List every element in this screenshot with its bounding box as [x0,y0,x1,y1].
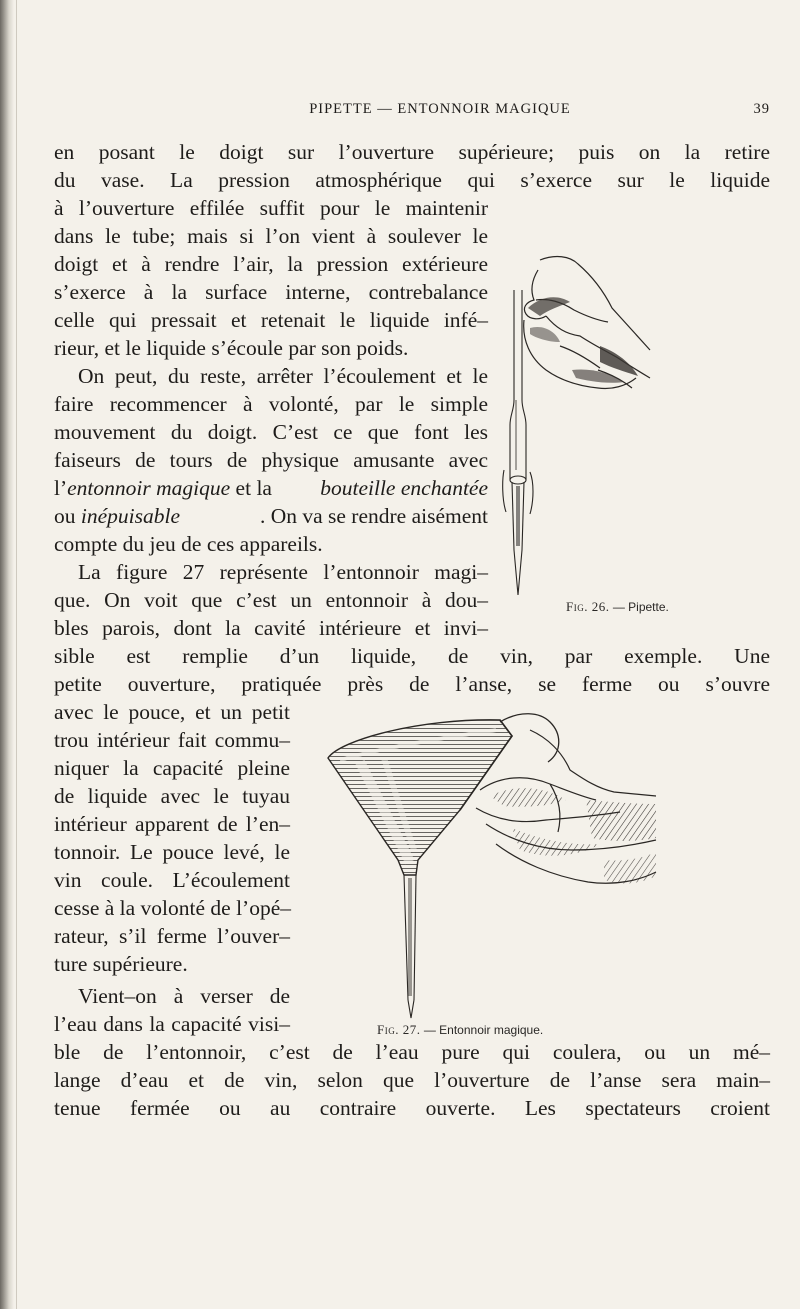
fig27-caption [377,1022,543,1038]
page-binding-line [16,0,17,1309]
text-line: du vase. La pression atmosphérique qui s’exerce sur le liquide [54,168,770,192]
fig27-text: — Entonnoir magique. [423,1023,544,1037]
fig27-label: Fig. 27. [377,1022,421,1037]
text-line: rieur, et le liquide s’écoule par son poids. [54,336,409,360]
text-line: celle qui pressait et retenait le liquide infé– [54,308,488,332]
text-line: de liquide avec le tuyau [54,784,290,808]
text-line: mouvement du doigt. C’est ce que font les [54,420,488,444]
fig26-text: — Pipette. [612,600,669,614]
text-run: . On va se rendre aisément [259,504,488,528]
text-line: trou intérieur fait commu– [54,728,290,752]
text-line: doigt et à rendre l’air, la pression extérieure [54,252,488,276]
text-line: que. On voit que c’est un entonnoir à dou– [54,588,488,612]
pipette-with-hand-illustration [500,250,660,620]
text-line: bles parois, dont la cavité intérieure et invi– [54,616,488,640]
text-run: et la [230,476,272,500]
text-line: faire recommencer à volonté, par le simple [54,392,488,416]
text-line: en posant le doigt sur l’ouverture supérieure; puis on la retire [54,140,770,164]
text-line: Vient–on à verser de [78,984,290,1008]
text-line: faiseurs de tours de physique amusante avec [54,448,488,472]
text-line: dans le tube; mais si l’on vient à soulever le [54,224,488,248]
page-binding-edge [0,0,14,1309]
text-line: petite ouverture, pratiquée près de l’anse, se ferme ou s’ouvre [54,672,770,696]
running-head: PIPETTE — ENTONNOIR MAGIQUE [309,101,571,117]
fig26-caption [566,599,669,615]
text-line: sible est remplie d’un liquide, de vin, par exemple. Une [54,644,770,668]
text-line: à l’ouverture effilée suffit pour le maintenir [54,196,488,220]
text-line: La figure 27 représente l’entonnoir magi– [78,560,488,584]
text-line: rateur, s’il ferme l’ouver– [54,924,290,948]
text-line: lange d’eau et de vin, selon que l’ouverture de l’anse sera main– [54,1068,770,1092]
text-line: ture supérieure. [54,952,188,976]
text-line: avec le pouce, et un petit [54,700,290,724]
italic-run: entonnoir magique [67,476,231,500]
text-run: ou [54,504,81,528]
page-number: 39 [753,101,770,117]
text-line: niquer la capacité pleine [54,756,290,780]
italic-run: bouteille enchantée [320,476,488,500]
page-header [110,101,770,121]
text-line: tenue fermée ou au contraire ouverte. Les spectateurs croient [54,1096,770,1120]
text-line: ble de l’entonnoir, c’est de l’eau pure qui coulera, ou un mé– [54,1040,770,1064]
text-line-italic-mix [54,502,488,530]
text-line: cesse à la volonté de l’opé– [54,896,292,920]
text-line: compte du jeu de ces appareils. [54,532,323,556]
text-line-italic-mix [54,474,488,502]
funnel-with-hand-illustration [300,700,660,1020]
italic-run: inépuisable [80,504,180,528]
text-line: tonnoir. Le pouce levé, le [54,840,290,864]
text-line: l’eau dans la capacité visi– [54,1012,290,1036]
fig26-label: Fig. 26. [566,599,610,614]
text-line: intérieur apparent de l’en– [54,812,290,836]
text-line: vin coule. L’écoulement [54,868,290,892]
text-run: l’ [54,476,68,500]
text-line: s’exerce à la surface interne, contrebalance [54,280,488,304]
text-line: On peut, du reste, arrêter l’écoulement et le [78,364,488,388]
